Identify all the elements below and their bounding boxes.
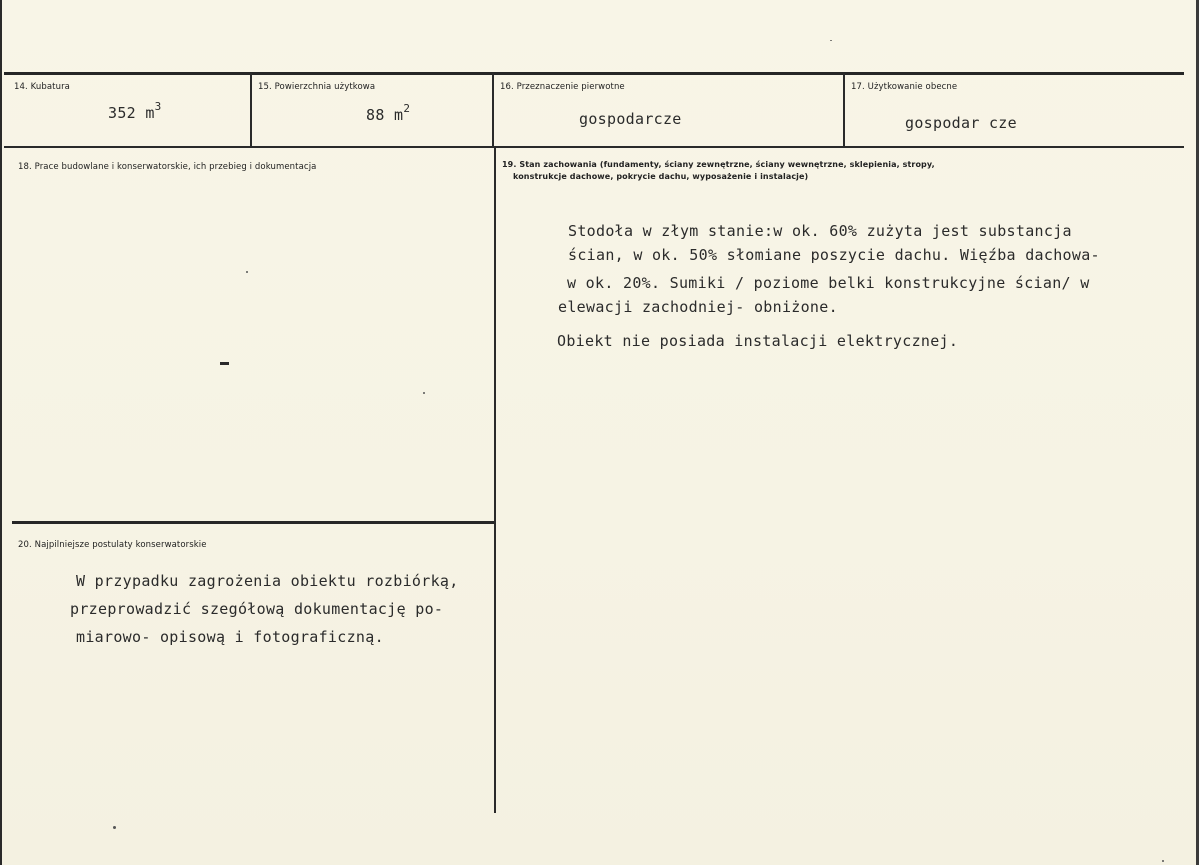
przeznaczenie-value: gospodarcze	[579, 110, 682, 128]
kubatura-label: 14. Kubatura	[14, 82, 70, 92]
postulaty-line: miarowo- opisową i fotograficzną.	[76, 628, 384, 646]
stan-zachowania-line: Obiekt nie posiada instalacji elektrycznej.	[557, 332, 959, 350]
scan-speck	[830, 40, 832, 41]
scan-speck	[113, 826, 116, 829]
scan-speck	[1162, 860, 1164, 862]
powierzchnia-label: 15. Powierzchnia użytkowa	[258, 82, 376, 92]
powierzchnia-value-text: 88 m	[366, 106, 404, 124]
przeznaczenie-label: 16. Przeznaczenie pierwotne	[500, 82, 625, 92]
top-rule	[4, 72, 1184, 75]
divider-main	[494, 147, 496, 813]
row1-bottom-rule	[4, 146, 1184, 148]
kubatura-value	[108, 100, 162, 122]
stan-zachowania-line: Stodoła w złym stanie:w ok. 60% zużyta jest substancja	[568, 222, 1072, 240]
divider-16-17	[843, 73, 845, 146]
divider-14-15	[250, 73, 252, 146]
prace-budowlane-label: 18. Prace budowlane i konserwatorskie, ich przebieg i dokumentacja	[18, 162, 317, 172]
scan-speck	[423, 392, 425, 394]
postulaty-line: W przypadku zagrożenia obiektu rozbiórką,	[76, 572, 459, 590]
uzytkowanie-value: gospodar cze	[905, 114, 1017, 132]
section-18-20-rule	[12, 521, 494, 524]
kubatura-unit-exponent: 3	[154, 100, 162, 113]
powierzchnia-value	[366, 102, 411, 124]
stan-zachowania-line: elewacji zachodniej- obniżone.	[558, 298, 838, 316]
divider-15-16	[492, 73, 494, 146]
stan-zachowania-line: w ok. 20%. Sumiki / poziome belki konstrukcyjne ścian/ w	[567, 274, 1090, 292]
uzytkowanie-label: 17. Użytkowanie obecne	[851, 82, 958, 92]
stan-zachowania-label-line2: konstrukcje dachowe, pokrycie dachu, wyposażenie i instalacje)	[513, 172, 809, 181]
postulaty-line: przeprowadzić szegółową dokumentację po-	[70, 600, 444, 618]
prace-budowlane-empty-dash	[220, 362, 229, 365]
stan-zachowania-line: ścian, w ok. 50% słomiane poszycie dachu. Więźba dachowa-	[568, 246, 1100, 264]
stan-zachowania-label-line1: 19. Stan zachowania (fundamenty, ściany zewnętrzne, ściany wewnętrzne, sklepienia, stropy,	[502, 160, 935, 169]
kubatura-value-text: 352 m	[108, 104, 155, 122]
powierzchnia-unit-exponent: 2	[403, 102, 411, 115]
scan-speck	[246, 271, 248, 273]
postulaty-label: 20. Najpilniejsze postulaty konserwatorskie	[18, 540, 207, 550]
